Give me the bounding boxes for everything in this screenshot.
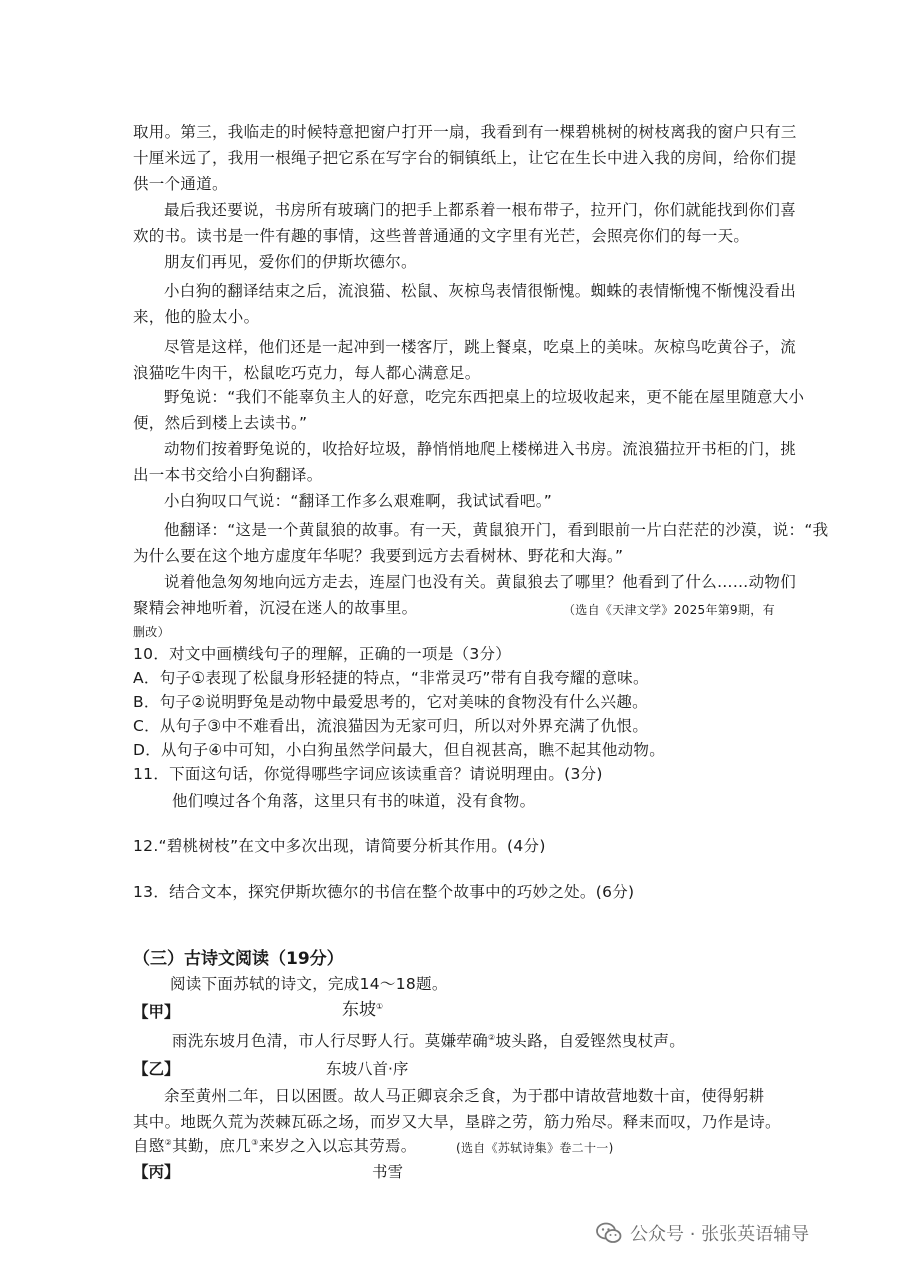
story-line: 野兔说：“我们不能辜负主人的好意，吃完东西把桌上的垃圾收起来，更不能在屋里随意大小 <box>164 388 805 406</box>
question-12: 12.“碧桃树枝”在文中多次出现，请简要分析其作用。(4分) <box>133 837 546 855</box>
bing-label: 【丙】 <box>133 1163 180 1181</box>
story-line: 他翻译：“这是一个黄鼠狼的故事。有一天，黄鼠狼开门，看到眼前一片白茫茫的沙漠，说：“我 <box>164 521 829 539</box>
section-intro: 阅读下面苏轼的诗文，完成14～18题。 <box>170 975 448 993</box>
option-c: C．从句子③中不难看出，流浪猫因为无家可归，所以对外界充满了仇恨。 <box>133 717 649 735</box>
story-line: 浪猫吃牛肉干，松鼠吃巧克力，每人都心满意足。 <box>133 364 481 382</box>
question-11: 11．下面这句话，你觉得哪些字词应该读重音？请说明理由。(3分) <box>133 765 603 783</box>
story-line: 出一本书交给小白狗翻译。 <box>133 466 323 484</box>
source-note: （选自《天津文学》2025年第9期，有 <box>563 603 775 617</box>
yi-title: 东坡八首·序 <box>326 1060 409 1078</box>
story-line: 动物们按着野兔说的，收拾好垃圾，静悄悄地爬上楼梯进入书房。流浪猫拉开书柜的门，挑 <box>164 440 797 458</box>
footnote-mark: ① <box>376 1002 384 1011</box>
jia-poem: 雨洗东坡月色清，市人行尽野人行。莫嫌荦确②坡头路，自爱铿然曳杖声。 <box>172 1032 686 1050</box>
story-line: 欢的书。读书是一件有趣的事情，这些普普通通的文字里有光芒，会照亮你们的每一天。 <box>133 227 750 245</box>
story-line: 便，然后到楼上去读书。” <box>133 414 308 432</box>
option-d: D．从句子④中可知，小白狗虽然学问最大，但自视甚高，瞧不起其他动物。 <box>133 741 666 759</box>
option-a: A．句子①表现了松鼠身形轻捷的特点，“非常灵巧”带有自我夸耀的意味。 <box>133 669 649 687</box>
story-line: 为什么要在这个地方虚度年华呢？我要到远方去看树林、野花和大海。” <box>133 547 624 565</box>
story-line: 聚精会神地听着，沉浸在迷人的故事里。 <box>133 599 418 617</box>
wechat-icon <box>596 1222 622 1244</box>
jia-label: 【甲】 <box>133 1003 180 1021</box>
question-13: 13．结合文本，探究伊斯坎德尔的书信在整个故事中的巧妙之处。(6分) <box>133 883 635 901</box>
yi-label: 【乙】 <box>133 1060 180 1078</box>
option-b: B．句子②说明野兔是动物中最爱思考的，它对美味的食物没有什么兴趣。 <box>133 693 648 711</box>
prose-line: 其中。地既久荒为茨棘瓦砾之场，而岁又大旱，垦辟之劳，筋力殆尽。释耒而叹，乃作是诗。 <box>133 1113 781 1131</box>
story-line: 最后我还要说，书房所有玻璃门的把手上都系着一根布带子，拉开门，你们就能找到你们喜 <box>164 201 797 219</box>
source-note: (选自《苏轼诗集》卷二十一) <box>456 1141 614 1155</box>
story-line: 来，他的脸太小。 <box>133 308 260 326</box>
question-10: 10．对文中画横线句子的理解，正确的一项是（3分） <box>133 645 512 663</box>
story-line: 小白狗叹口气说：“翻译工作多么艰难啊，我试试看吧。” <box>164 492 553 510</box>
footnote-mark: ② <box>164 1138 173 1147</box>
question-11-quote: 他们嗅过各个角落，这里只有书的味道，没有食物。 <box>172 792 536 810</box>
footnote-mark: ③ <box>251 1138 259 1147</box>
source-note: 删改） <box>133 625 170 639</box>
bing-title: 书雪 <box>372 1163 404 1181</box>
watermark-text: 公众号 · 张张英语辅导 <box>630 1224 810 1245</box>
story-line: 说着他急匆匆地向远方走去，连屋门也没有关。黄鼠狼去了哪里？他看到了什么……动物们 <box>164 573 797 591</box>
prose-line: 余至黄州二年，日以困匮。故人马正卿哀余乏食，为于郡中请故营地数十亩，使得躬耕 <box>164 1087 765 1105</box>
jia-title: 东坡① <box>342 1000 384 1020</box>
prose-line: 自愍②其勤，庶几③来岁之入以忘其劳焉。 <box>133 1137 417 1155</box>
story-line: 小白狗的翻译结束之后，流浪猫、松鼠、灰椋鸟表情很惭愧。蜘蛛的表情惭愧不惭愧没看出 <box>164 282 797 300</box>
section-heading: （三）古诗文阅读（19分） <box>133 949 344 969</box>
watermark <box>596 1218 809 1248</box>
footnote-mark: ② <box>488 1033 496 1042</box>
story-line: 取用。第三，我临走的时候特意把窗户打开一扇，我看到有一棵碧桃树的树枝离我的窗户只有三 <box>133 123 797 141</box>
story-line: 十厘米远了，我用一根绳子把它系在写字台的铜镇纸上，让它在生长中进入我的房间，给你们提 <box>133 149 797 167</box>
story-line: 尽管是这样，他们还是一起冲到一楼客厅，跳上餐桌，吃桌上的美味。灰椋鸟吃黄谷子，流 <box>164 338 797 356</box>
story-line: 朋友们再见，爱你们的伊斯坎德尔。 <box>164 253 417 271</box>
story-line: 供一个通道。 <box>133 175 228 193</box>
